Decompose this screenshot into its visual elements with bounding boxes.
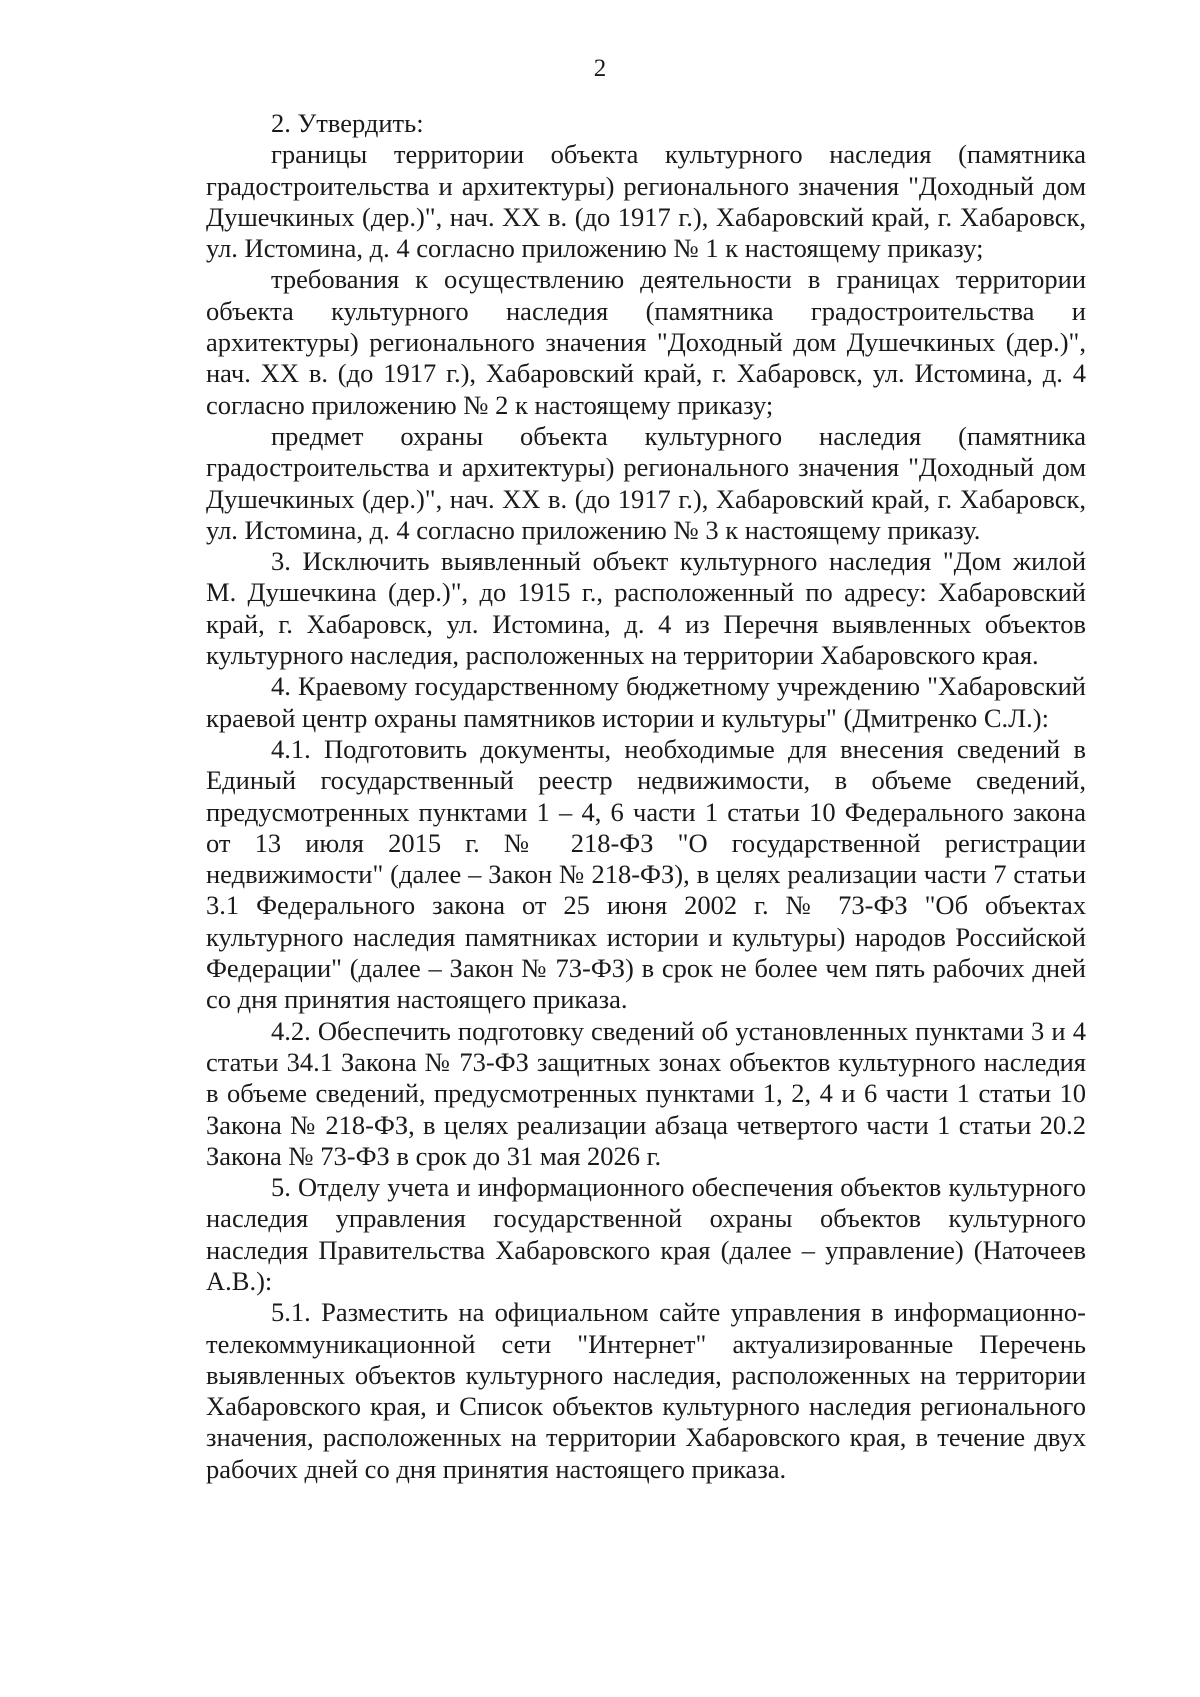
paragraph-item-4-institution: 4. Краевому государственному бюджетному учреждению "Хабаровский краевой центр охраны памятников истории и культуры" (Дмитренко С.Л.): — [206, 671, 1086, 733]
paragraph-item-5-1-publish: 5.1. Разместить на официальном сайте управления в информационно-телекоммуникационной сети "Интернет" актуализированные Перечень выявленных объектов культурного наследия, расположенных на территории Хабаровского края, и Список объектов культурного наследия регионального значения, расположенных на территории Хабаровского края, в течение двух рабочих дней со дня принятия настоящего приказа. — [206, 1297, 1086, 1484]
page-number: 2 — [593, 55, 607, 82]
paragraph-protection-subject: предмет охраны объекта культурного наследия (памятника градостроительства и архитектуры) регионального значения "Доходный дом Душечкиных (дер.)", нач. XX в. (до 1917 г.), Хабаровский край, г. Хабаровск, ул. Истомина, д. 4 согласно приложению № 3 к настоящему приказу. — [206, 420, 1086, 545]
paragraph-item-4-2-protection-zones: 4.2. Обеспечить подготовку сведений об установленных пунктами 3 и 4 статьи 34.1 Закона № 73-ФЗ защитных зонах объектов культурного наследия в объеме сведений, предусмотренных пунктами 1, 2, 4 и 6 части 1 статьи 10 Закона № 218-ФЗ, в целях реализации абзаца четвертого части 1 статьи 20.2 Закона № 73-ФЗ в срок до 31 мая 2026 г. — [206, 1015, 1086, 1171]
paragraph-item-4-1-documents: 4.1. Подготовить документы, необходимые для внесения сведений в Единый государственный реестр недвижимости, в объеме сведений, предусмотренных пунктами 1 – 4, 6 части 1 статьи 10 Федерального закона от 13 июля 2015 г. № 218-ФЗ "О государственной регистрации недвижимости" (далее – Закон № 218-ФЗ), в целях реализации части 7 статьи 3.1 Федерального закона от 25 июня 2002 г. № 73-ФЗ "Об объектах культурного наследия памятниках истории и культуры) народов Российской Федерации" (далее – Закон № 73-ФЗ) в срок не более чем пять рабочих дней со дня принятия настоящего приказа. — [206, 733, 1086, 1015]
paragraph-approve-heading: 2. Утвердить: — [271, 108, 424, 138]
document-body — [206, 108, 1086, 1485]
paragraph-activity-requirements: требования к осуществлению деятельности в границах территории объекта культурного наследия (памятника градостроительства и архитектуры) регионального значения "Доходный дом Душечкиных (дер.)", нач. XX в. (до 1917 г.), Хабаровский край, г. Хабаровск, ул. Истомина, д. 4 согласно приложению № 2 к настоящему приказу; — [206, 264, 1086, 420]
paragraph-item-5-department: 5. Отделу учета и информационного обеспечения объектов культурного наследия управления государственной охраны объектов культурного наследия Правительства Хабаровского края (далее – управление) (Наточеев А.В.): — [206, 1172, 1086, 1296]
paragraph-territory-boundaries: границы территории объекта культурного наследия (памятника градостроительства и архитектуры) регионального значения "Доходный дом Душечкиных (дер.)", нач. XX в. (до 1917 г.), Хабаровский край, г. Хабаровск, ул. Истомина, д. 4 согласно приложению № 1 к настоящему приказу; — [206, 139, 1086, 264]
paragraph-item-3-exclude: 3. Исключить выявленный объект культурного наследия "Дом жилой М. Душечкина (дер.)", до 1915 г., расположенный по адресу: Хабаровский край, г. Хабаровск, ул. Истомина, д. 4 из Перечня выявленных объектов культурного наследия, расположенных на территории Хабаровского края. — [206, 546, 1086, 671]
